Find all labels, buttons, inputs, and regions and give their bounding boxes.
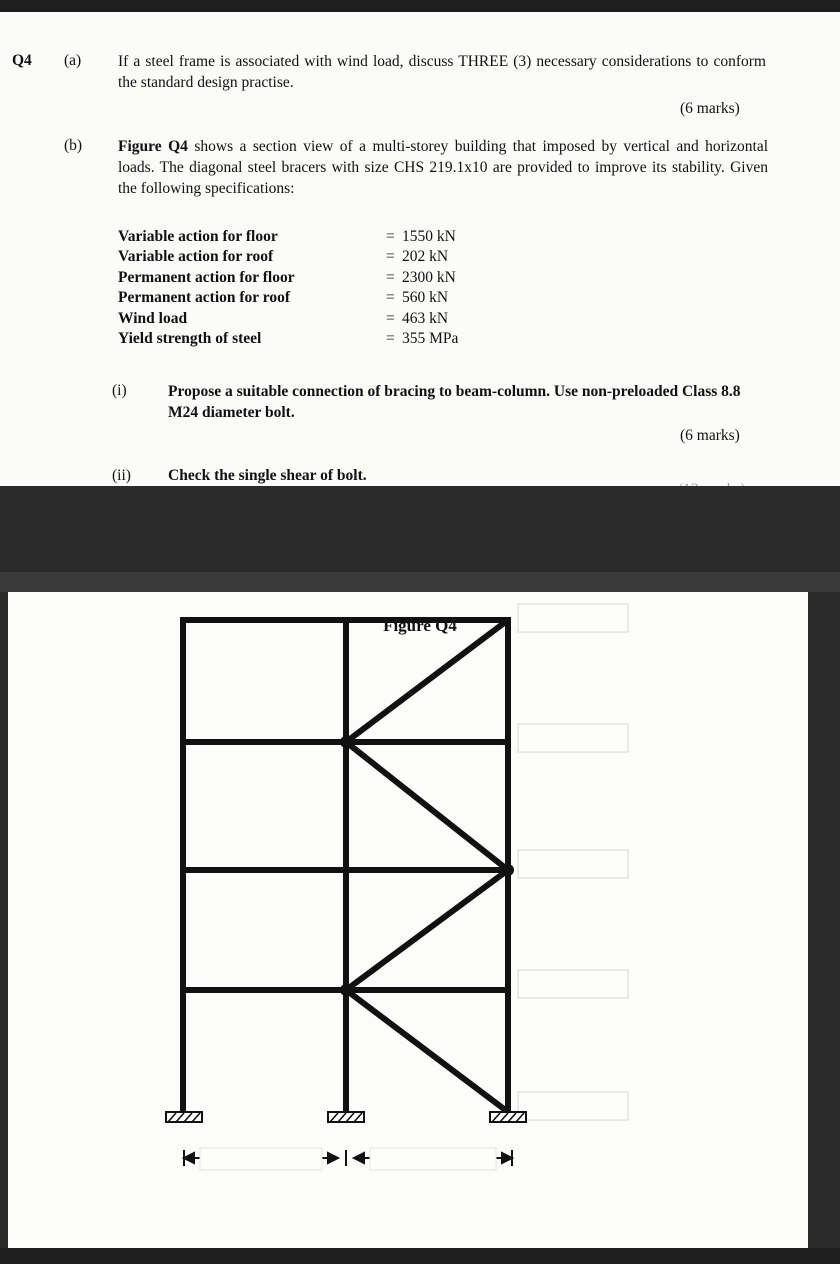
spec-label: Permanent action for floor: [118, 268, 295, 286]
part-a-marks: (6 marks): [680, 100, 740, 117]
list-item: [118, 227, 618, 247]
part-b-body: shows a section view of a multi-storey building that imposed by vertical and horizontal loads. The diagonal steel bracers with size CHS 219.1x10 are provided to improve its stability. Given the following specifications:: [118, 138, 769, 197]
scan-right-edge: [808, 592, 840, 1264]
scan-dark-band: [0, 486, 840, 572]
specifications-list: [118, 227, 618, 350]
part-b-text: [118, 137, 768, 200]
spec-value: 560 kN: [402, 289, 449, 307]
question-number: Q4: [12, 52, 32, 69]
frame-columns: [183, 620, 508, 1112]
spec-equals: =: [386, 330, 395, 348]
spec-value: 2300 kN: [402, 268, 456, 286]
list-item: [118, 268, 618, 288]
spec-equals: =: [386, 268, 395, 286]
spec-label: Variable action for roof: [118, 248, 274, 266]
dim-left-box: [200, 1148, 322, 1170]
spec-label: Variable action for floor: [118, 228, 278, 245]
sub-i-label: (i): [112, 382, 127, 399]
spec-value: 202 kN: [402, 248, 449, 266]
figure-q4-diagram: [8, 592, 808, 1248]
list-item: [118, 329, 618, 349]
question-text-area: [0, 12, 840, 486]
spec-label: Wind load: [118, 309, 188, 327]
spec-label: Yield strength of steel: [118, 330, 262, 348]
spec-value: 355 MPa: [402, 330, 459, 348]
sub-ii-label: (ii): [112, 467, 131, 484]
fixed-supports: [166, 1112, 526, 1122]
figure-caption: Figure Q4: [383, 616, 457, 635]
braced-frame-drawing: [8, 592, 808, 1248]
spec-label: Permanent action for roof: [118, 289, 291, 307]
part-b-label: (b): [64, 137, 83, 154]
figure-reference: Figure Q4: [118, 138, 188, 155]
spec-value: 463 kN: [402, 309, 449, 327]
list-item: [118, 309, 618, 329]
sub-i-text: Propose a suitable connection of bracing to beam-column. Use non-preloaded Class 8.8 M24 diameter bolt.: [168, 383, 741, 421]
sub-i-marks: (6 marks): [680, 427, 740, 444]
diagonal-bracing: [346, 620, 508, 1112]
list-item: [118, 247, 618, 267]
scan-left-edge: [0, 592, 8, 1264]
top-dark-strip: [0, 0, 840, 12]
dim-right-box: [370, 1148, 496, 1170]
level-label-boxes: [518, 604, 628, 1120]
spec-value: 1550 kN: [402, 228, 456, 245]
connection-nodes: [340, 736, 514, 996]
sub-ii-text: Check the single shear of bolt.: [168, 467, 367, 484]
part-a-text: If a steel frame is associated with wind load, discuss THREE (3) necessary considerations to conform the standard design practise.: [118, 53, 766, 91]
list-item: [118, 288, 618, 308]
bottom-dark-strip: [0, 1248, 840, 1264]
spec-equals: =: [386, 309, 395, 327]
spec-equals: =: [386, 248, 395, 266]
spec-equals: =: [386, 289, 395, 307]
part-a-label: (a): [64, 52, 82, 69]
scan-dark-band-secondary: [0, 572, 840, 592]
spec-equals: =: [386, 228, 395, 245]
